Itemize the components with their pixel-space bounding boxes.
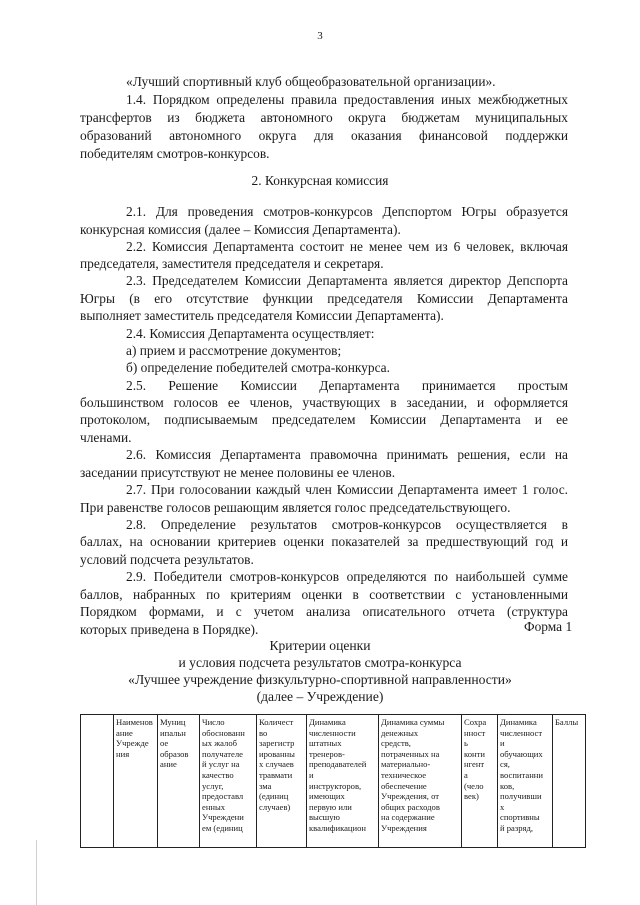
table-header-cell-athletes: Динамика численност и обучающих ся, воспитанни ков, получивши х спортивны й разряд, <box>500 717 543 833</box>
body-text-line: конкурсная комиссия (далее – Комиссия Департамента). <box>80 222 401 237</box>
body-text-line: выполняет заместитель председателя Комиссии Департамента). <box>80 308 444 323</box>
body-text-line: 2.2. Комиссия Департамента состоит не менее чем из 6 человек, включая <box>126 239 568 254</box>
body-text-line: При равенстве голосов решающим является голос председательствующего. <box>80 500 511 515</box>
page-number: 3 <box>317 30 323 42</box>
section-heading: 2. Конкурсная комиссия <box>251 173 389 188</box>
table-header-row <box>81 715 586 848</box>
body-text-line: б) определение победителей смотра-конкурса. <box>126 360 390 375</box>
form-title-line-4: (далее – Учреждение) <box>256 689 384 704</box>
body-text-line: 2.6. Комиссия Департамента правомочна принимать решения, если на <box>126 447 568 462</box>
body-text-line: победителям смотров-конкурсов. <box>80 146 270 161</box>
scan-edge-line <box>36 840 37 905</box>
body-text-line: председателя, заместителя председателя и секретаря. <box>80 256 384 271</box>
table-header-cell-points: Баллы <box>555 717 579 727</box>
table-header-cell-name: Наименов ание Учрежде ния <box>116 717 153 759</box>
body-text-line: членами. <box>80 430 132 445</box>
body-text-line: которых приведена в Порядке). <box>80 622 259 637</box>
body-text-line: протоколом, подписываемым председателем Комиссии Департамента и ее <box>80 412 568 427</box>
body-text-line: а) прием и рассмотрение документов; <box>126 343 342 358</box>
body-text-line: 2.3. Председателем Комиссии Департамента является директор Депспорта <box>126 273 568 288</box>
body-text-line: 2.7. При голосовании каждый член Комиссии Департамента имеет 1 голос. <box>126 482 568 497</box>
body-text-line: трансфертов из бюджета автономного округа бюджетам муниципальных <box>80 110 568 125</box>
form-title-line-3: «Лучшее учреждение физкультурно-спортивной направленности» <box>128 672 512 687</box>
body-text-line: «Лучший спортивный клуб общеобразовательной организации». <box>126 74 496 89</box>
body-text-line: заседании присутствуют не менее половины ее членов. <box>80 465 396 480</box>
body-text-line: 2.1. Для проведения смотров-конкурсов Депспортом Югры образуется <box>126 204 568 219</box>
body-text-line: баллах, на основании критериев оценки показателей за предшествующий год и <box>80 534 568 549</box>
body-text-line: 2.4. Комиссия Департамента осуществляет: <box>126 326 375 341</box>
body-text-line: образований автономного округа для оказания финансовой поддержки <box>80 128 568 143</box>
table-header-cell-index <box>83 717 111 847</box>
form-title-line-1: Критерии оценки <box>269 638 371 653</box>
table-header-cell-municipality: Муниц ипальн ое образов ание <box>160 717 189 770</box>
criteria-table <box>80 714 586 848</box>
form-label: Форма 1 <box>524 619 573 634</box>
body-text-line: баллов, набранных по критериям оценки в соответствии с установленными <box>80 587 568 602</box>
body-text-line: Югры (в его отсутствие функции председателя Комиссии Департамента <box>80 291 568 306</box>
table-header-cell-injuries: Количест во зарегистр ированны х случаев травмати зма (единиц случаев) <box>259 717 295 812</box>
body-text-line: 1.4. Порядком определены правила предоставления иных межбюджетных <box>126 92 568 107</box>
body-text-line: 2.5. Решение Комиссии Департамента принимается простым <box>126 378 568 393</box>
body-text-line: 2.8. Определение результатов смотров-конкурсов осуществляется в <box>126 517 568 532</box>
table-header-cell-complaints: Число обоснованн ых жалоб получателе й услуг на качество услуг, предоставл енных Учреждени ем (единиц <box>202 717 245 833</box>
body-text-line: Порядком формами, и с учетом анализа описательного отчета (структура <box>80 604 568 619</box>
table-header-cell-contingent: Сохра нност ь конти нгент а (чело век) <box>464 717 487 802</box>
form-title-line-2: и условия подсчета результатов смотра-конкурса <box>178 655 462 670</box>
table-header-cell-funds: Динамика суммы денежных средств, потраченных на материально- техническое обеспечение Учреждения, от общих расходов на содержание Учреждения <box>381 717 445 833</box>
body-text-line: условий подсчета результатов. <box>80 552 254 567</box>
body-text-line: 2.9. Победители смотров-конкурсов определяются по наибольшей сумме <box>126 569 568 584</box>
body-text-line: большинством голосов ее членов, участвующих в заседании, и оформляется <box>80 395 568 410</box>
table-header-cell-trainers: Динамика численности штатных тренеров- преподавателей и инструкторов, имеющих первую или высшую квалификацион <box>309 717 367 833</box>
